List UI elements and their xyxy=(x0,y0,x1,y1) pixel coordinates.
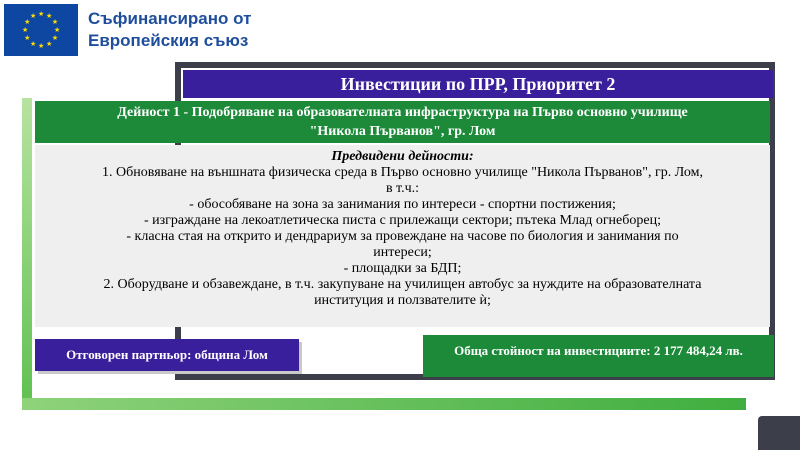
slide-title-text: Инвестиции по ПРР, Приоритет 2 xyxy=(340,73,616,94)
partner-text: Отговорен партньор: община Лом xyxy=(66,347,268,362)
corner-decoration xyxy=(758,416,800,450)
planned-activities-heading: Предвидени дейности: xyxy=(331,149,474,164)
activity-header xyxy=(35,101,770,143)
eu-star-icon: ★ xyxy=(54,26,61,34)
slide-title xyxy=(183,70,773,98)
activity-item-line: - площадки за БДП; xyxy=(343,261,462,276)
total-investment-text: Обща стойност на инвестициите: 2 177 484,24 лв. xyxy=(454,343,743,358)
activity-item-line: интереси; xyxy=(373,245,432,260)
eu-flag-logo xyxy=(4,4,78,56)
eu-star-icon: ★ xyxy=(46,39,53,48)
slide-frame-green-bottom xyxy=(22,398,746,410)
activity-item-line: - класна стая на открито и дендрариум за провеждане на часове по биология и занимания по xyxy=(126,229,679,244)
activity-item-line: - обособяване на зона за занимания по интереси - спортни постижения; xyxy=(189,197,616,212)
planned-activities-panel xyxy=(35,145,770,327)
activity-item-line: 1. Обновяване на външната физическа среда в Първо основно училище "Никола Първанов", гр. Лом, xyxy=(102,165,703,180)
eu-text-line2: Европейския съюз xyxy=(88,31,249,50)
activity-item-line: в т.ч.: xyxy=(385,181,420,196)
eu-star-icon: ★ xyxy=(22,26,29,34)
eu-star-icon: ★ xyxy=(30,12,37,21)
eu-star-icon: ★ xyxy=(51,34,59,42)
activity-item-line: институция и ползвателите ѝ; xyxy=(314,293,491,308)
total-investment-box xyxy=(423,335,774,377)
eu-star-icon: ★ xyxy=(38,10,45,18)
slide-frame-green-left xyxy=(22,98,32,410)
activity-line-1: Дейност 1 - Подобряване на образователната инфраструктура на Първо основно училище xyxy=(117,105,688,120)
eu-cofunded-text xyxy=(88,8,251,52)
eu-star-icon: ★ xyxy=(24,18,31,26)
eu-star-icon: ★ xyxy=(38,42,45,50)
eu-text-line1: Съфинансирано от xyxy=(88,9,252,28)
activity-item-line: - изграждане на лекоатлетическа писта с прилежащи сектори; пътека Млад огнеборец; xyxy=(143,213,661,228)
activity-item-line: 2. Оборудване и обзавеждане, в т.ч. закупуване на училищен автобус за нуждите на образователната xyxy=(103,277,702,292)
eu-star-icon: ★ xyxy=(24,34,31,42)
eu-star-icon: ★ xyxy=(30,39,37,48)
eu-star-icon: ★ xyxy=(46,12,53,21)
eu-star-icon: ★ xyxy=(51,18,59,26)
partner-box xyxy=(35,339,299,371)
activity-line-2: "Никола Първанов", гр. Лом xyxy=(309,124,496,139)
